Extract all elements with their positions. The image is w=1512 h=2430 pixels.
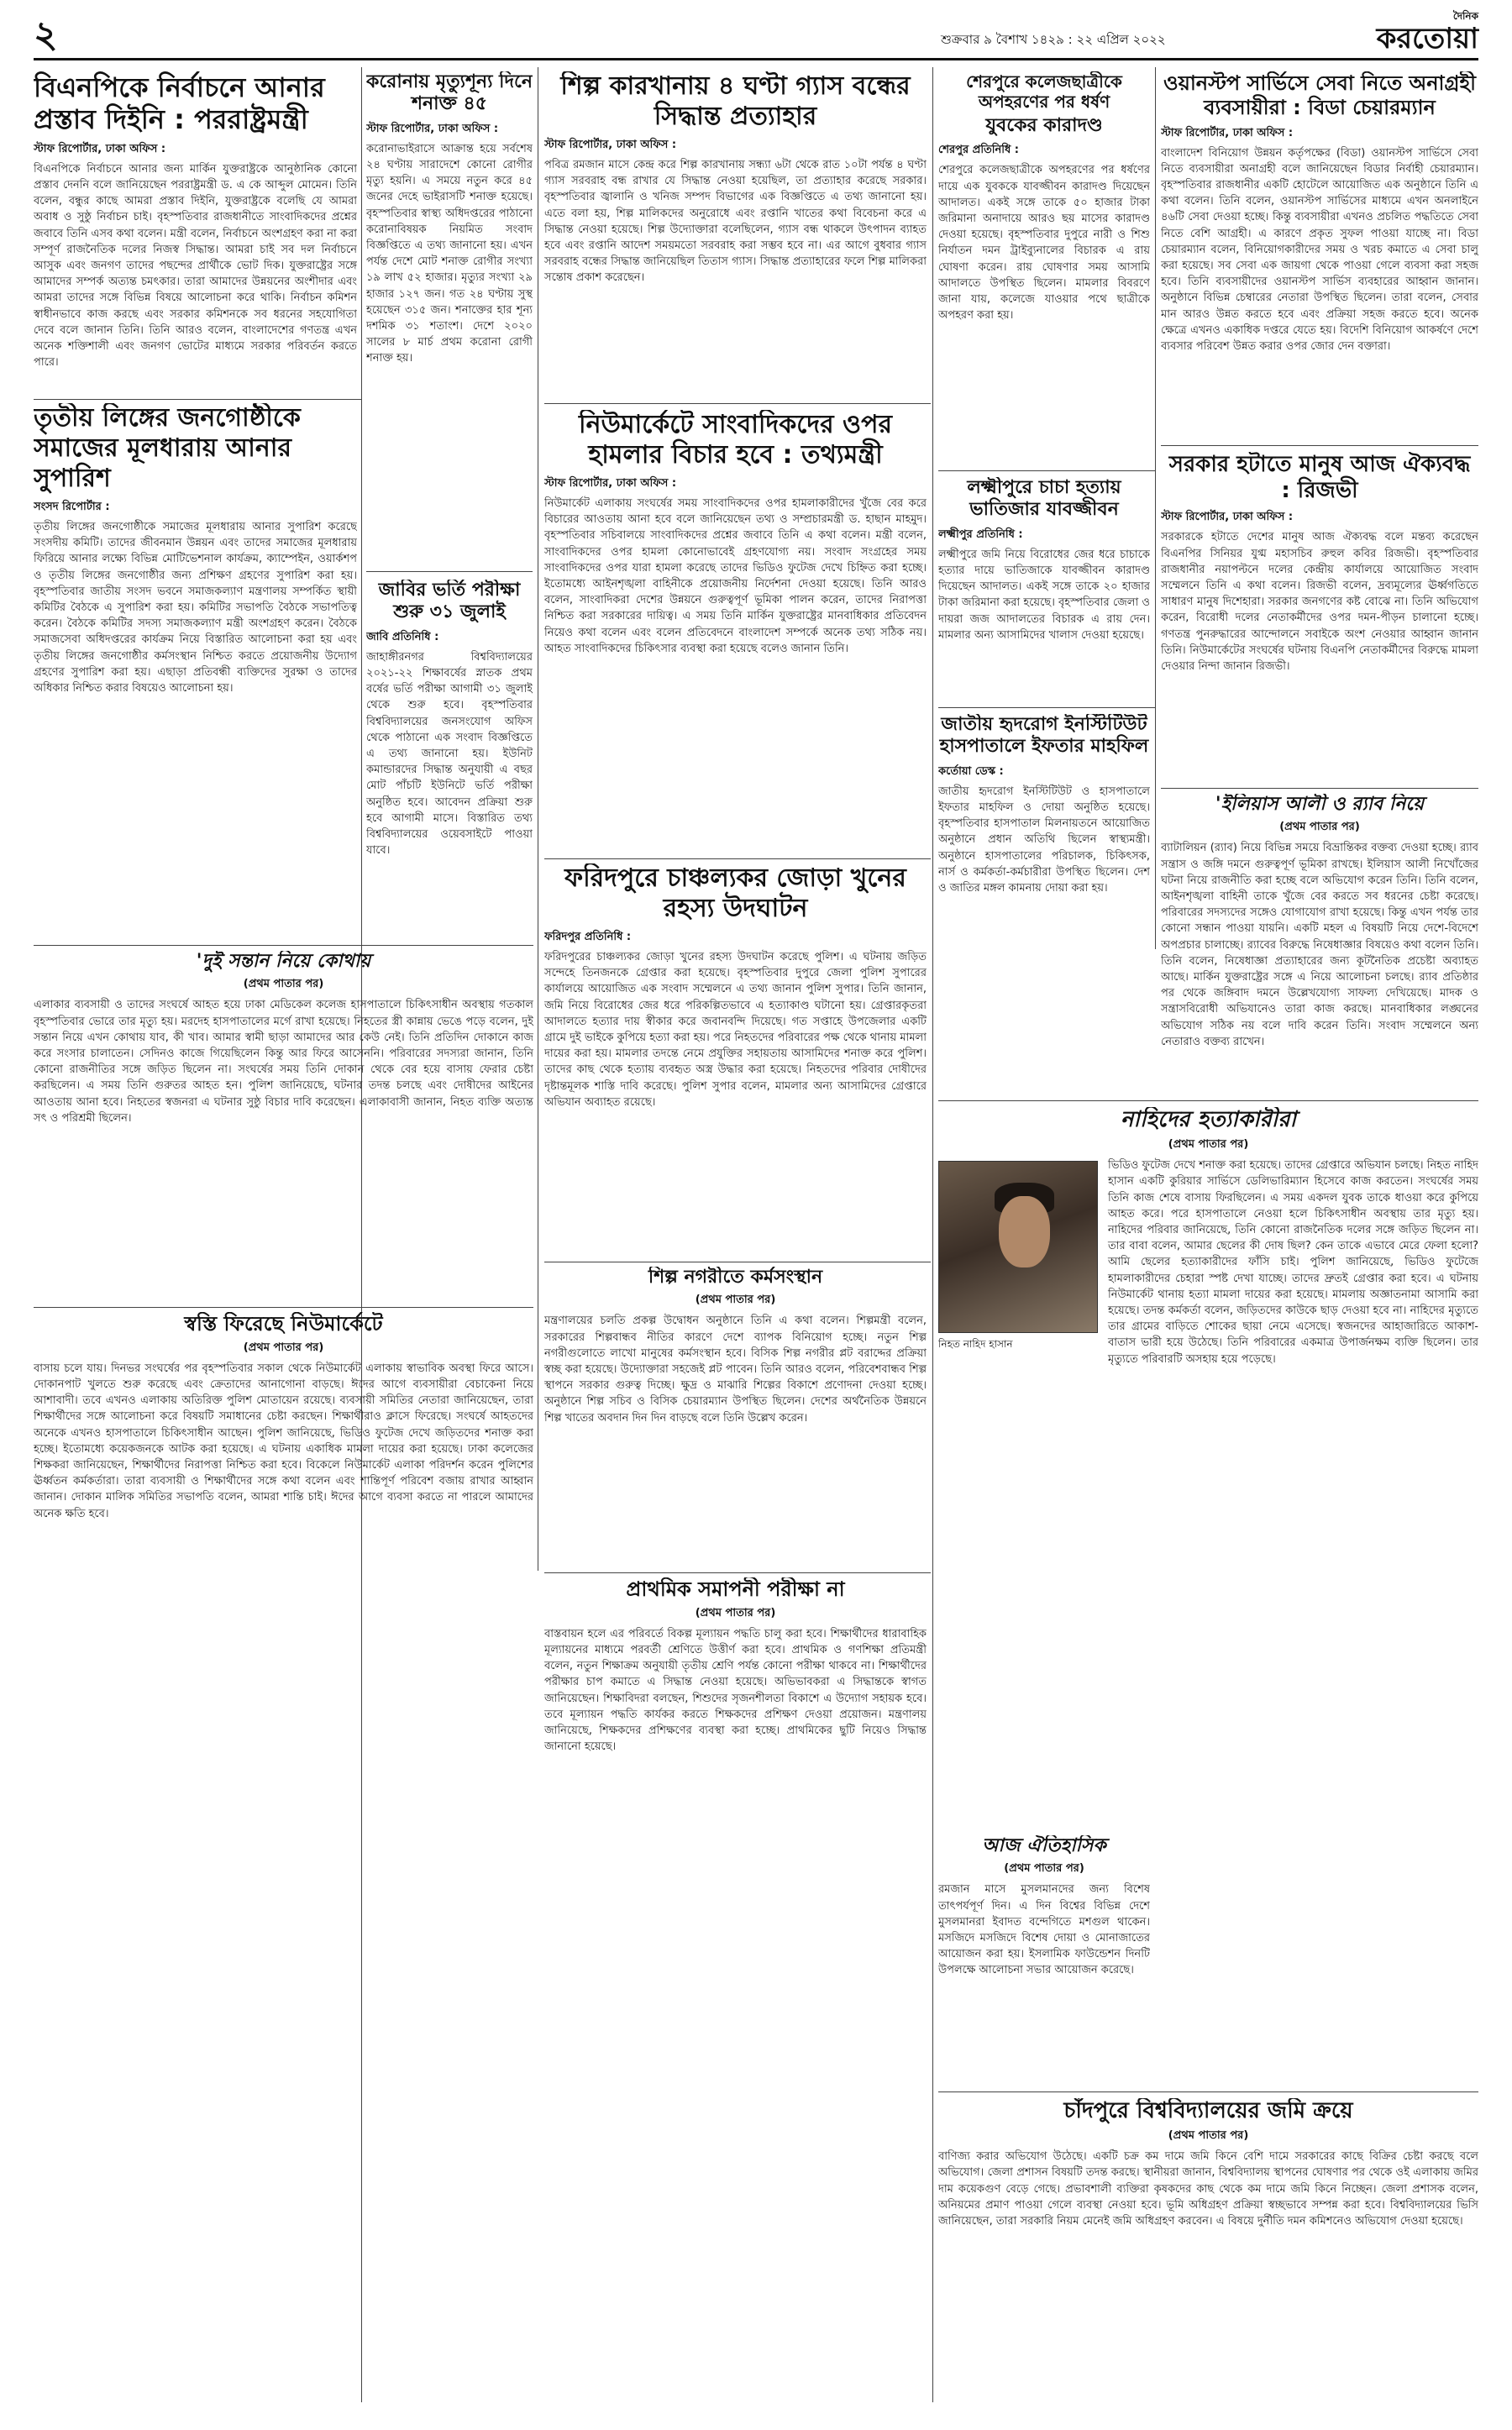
continued-label: (প্রথম পাতার পর) xyxy=(243,1341,324,1354)
article-body: জাহাঙ্গীরনগর বিশ্ববিদ্যালয়ের ২০২১-২২ শিক্ষাবর্ষের স্নাতক প্রথম বর্ষের ভর্তি পরীক্ষা আগামী ৩১ জুলাই থেকে শুরু হবে। বৃহস্পতিবার বিশ্ববিদ্যালয়ের জনসংযোগ অফিস থেকে পাঠানো এক সংবাদ বিজ্ঞপ্তিতে এ তথ্য জানানো হয়। ইউনিট কমান্ডারদের সিদ্ধান্ত অনুযায়ী এ বছর মোট পাঁচটি ইউনিটে ভর্তি পরীক্ষা অনুষ্ঠিত হবে। আবেদন প্রক্রিয়া শুরু হবে আগামী মাসে। বিস্তারিত তথ্য বিশ্ববিদ্যালয়ের ওয়েবসাইটে পাওয়া যাবে। xyxy=(366,650,533,858)
article-body: ভিডিও ফুটেজ দেখে শনাক্ত করা হয়েছে। তাদের গ্রেপ্তারে অভিযান চলছে। নিহত নাহিদ হাসান একটি কুরিয়ার সার্ভিসে ডেলিভারিম্যান হিসেবে কাজ করতেন। সংঘর্ষের সময় তিনি কাজ শেষে বাসায় ফিরছিলেন। এ সময় একদল যুবক তাকে ধাওয়া করে কুপিয়ে আহত করে। পরে হাসপাতালে নেওয়া হলে চিকিৎসাধীন অবস্থায় তার মৃত্যু হয়। নাহিদের পরিবার জানিয়েছে, তিনি কোনো রাজনৈতিক দলের সঙ্গে জড়িত ছিলেন না। তার বাবা বলেন, আমার ছেলের কী দোষ ছিল? কেন তাকে এভাবে মেরে ফেলা হলো? আমি ছেলের হত্যাকারীদের ফাঁসি চাই। পুলিশ জানিয়েছে, ভিডিও ফুটেজে হামলাকারীদের চেহারা স্পষ্ট দেখা যাচ্ছে। তাদের দ্রুতই গ্রেপ্তার করা হবে। এ ঘটনায় নিউমার্কেট থানায় হত্যা মামলা দায়ের করা হয়েছে। মামলায় অজ্ঞাতনামা আসামি করা হয়েছে। তদন্ত কর্মকর্তা বলেন, জড়িতদের কাউকে ছাড় দেওয়া হবে না। নাহিদের মৃত্যুতে তার গ্রামের বাড়িতে শোকের ছায়া নেমে এসেছে। স্বজনদের আহাজারিতে আকাশ-বাতাস ভারী হয়ে উঠেছে। তিনি পরিবারের একমাত্র উপার্জনক্ষম ব্যক্তি ছিলেন। তার মৃত্যুতে পরিবারটি অসহায় হয়ে পড়েছে। xyxy=(1108,1159,1478,1366)
newspaper-masthead xyxy=(1336,10,1478,57)
continued-label: (প্রথম পাতার পর) xyxy=(1168,1138,1249,1152)
nahid-photo-frame xyxy=(938,1161,1098,1354)
headline: শিল্প নগরীতে কর্মসংস্থান xyxy=(648,1267,823,1288)
nahid-photo xyxy=(938,1161,1098,1333)
article-body: বাস্তবায়ন হলে এর পরিবর্তে বিকল্প মূল্যায়ন পদ্ধতি চালু করা হবে। শিক্ষার্থীদের ধারাবাহিক মূল্যায়নের মাধ্যমে পরবর্তী শ্রেণিতে উত্তীর্ণ করা হবে। প্রাথমিক ও গণশিক্ষা প্রতিমন্ত্রী বলেন, নতুন শিক্ষাক্রম অনুযায়ী তৃতীয় শ্রেণি পর্যন্ত কোনো পরীক্ষা থাকবে না। শিক্ষার্থীদের পরীক্ষার চাপ কমাতে এ সিদ্ধান্ত নেওয়া হয়েছে। অভিভাবকরা এ সিদ্ধান্তকে স্বাগত জানিয়েছেন। শিক্ষাবিদরা বলছেন, শিশুদের সৃজনশীলতা বিকাশে এ উদ্যোগ সহায়ক হবে। তবে মূল্যায়ন পদ্ধতি কার্যকর করতে শিক্ষকদের প্রশিক্ষণ দেওয়া প্রয়োজন। মন্ত্রণালয় জানিয়েছে, শিক্ষকদের প্রশিক্ষণের ব্যবস্থা করা হচ্ছে। প্রাথমিকের ছুটি নিয়েও সিদ্ধান্ত জানানো হয়েছে। xyxy=(544,1627,927,1754)
article-chandpur xyxy=(938,2098,1478,2409)
article-body: শেরপুরে কলেজছাত্রীকে অপহরণের পর ধর্ষণের দায়ে এক যুবককে যাবজ্জীবন কারাদণ্ড দিয়েছেন আদালত। একই সঙ্গে তাকে ৫০ হাজার টাকা জরিমানা অনাদায়ে আরও ছয় মাসের কারাদণ্ড দেওয়া হয়েছে। বৃহস্পতিবার দুপুরে নারী ও শিশু নির্যাতন দমন ট্রাইব্যুনালের বিচারক এ রায় ঘোষণা করেন। রায় ঘোষণার সময় আসামি আদালতে উপস্থিত ছিলেন। মামলার বিবরণে জানা যায়, কলেজে যাওয়ার পথে ছাত্রীকে অপহরণ করা হয়। xyxy=(938,164,1150,323)
subheadline: যুবকের কারাদণ্ড xyxy=(985,115,1103,136)
article-body: নিউমার্কেট এলাকায় সংঘর্ষের সময় সাংবাদিকদের ওপর হামলাকারীদের খুঁজে বের করে বিচারের আওতায় আনা হবে বলে জানিয়েছেন তথ্য ও সম্প্রচারমন্ত্রী ড. হাছান মাহমুদ। বৃহস্পতিবার সচিবালয়ে সাংবাদিকদের প্রশ্নের জবাবে তিনি এ কথা বলেন। মন্ত্রী বলেন, সাংবাদিকদের ওপর হামলা কোনোভাবেই গ্রহণযোগ্য নয়। সংবাদ সংগ্রহের সময় সাংবাদিকদের ওপর যারা হামলা করেছে তাদের ভিডিও ফুটেজ দেখে চিহ্নিত করা হচ্ছে। ইতোমধ্যে আইনশৃঙ্খলা বাহিনীকে প্রয়োজনীয় নির্দেশনা দেওয়া হয়েছে। তিনি আরও বলেন, সাংবাদিকরা দেশের উন্নয়নে গুরুত্বপূর্ণ ভূমিকা পালন করেন, তাদের নিরাপত্তা নিশ্চিত করা সরকারের দায়িত্ব। এ সময় তিনি মার্কিন যুক্তরাষ্ট্রের মানবাধিকার প্রতিবেদন নিয়েও কথা বলেন এবং বলেন প্রতিবেদনে বাংলাদেশ সম্পর্কে অনেক তথ্য সঠিক নয়। আহত সাংবাদিকদের চিকিৎসার ব্যবস্থা করা হয়েছে বলেও জানান তিনি। xyxy=(544,497,927,655)
headline: নিউমার্কেটে সাংবাদিকদের ওপর হামলার বিচার হবে : তথ্যমন্ত্রী xyxy=(579,410,892,470)
article-faridpur-murder xyxy=(544,863,927,1258)
article-body: পবিত্র রমজান মাসে কেন্দ্র করে শিল্প কারখানায় সন্ধ্যা ৬টা থেকে রাত ১০টা পর্যন্ত ৪ ঘণ্টা গ্যাস সরবরাহ বন্ধ রাখার যে সিদ্ধান্ত নেওয়া হয়েছিল, তা প্রত্যাহার করেছে সরকার। বৃহস্পতিবার জ্বালানি ও খনিজ সম্পদ বিভাগের এক বিজ্ঞপ্তিতে এ তথ্য জানানো হয়। এতে বলা হয়, শিল্প মালিকদের অনুরোধে এবং রপ্তানি খাতের কথা বিবেচনা করে এ সিদ্ধান্ত নেওয়া হয়েছে। শিল্প উদ্যোক্তারা বলেছিলেন, গ্যাস বন্ধ থাকলে উৎপাদন ব্যাহত হবে এবং রপ্তানি আদেশ সময়মতো সরবরাহ করা সম্ভব হবে না। এর আগে বুধবার গ্যাস সরবরাহ বন্ধের সিদ্ধান্ত জানিয়েছিল তিতাস গ্যাস। সিদ্ধান্ত প্রত্যাহারের ফলে শিল্প মালিকরা সন্তোষ প্রকাশ করেছেন। xyxy=(544,159,927,285)
headline: শেরপুরে কলেজছাত্রীকে অপহরণের পর ধর্ষণ xyxy=(966,71,1122,112)
headline: ফরিদপুরে চাঞ্চল্যকর জোড়া খুনের রহস্য উদঘাটন xyxy=(564,863,906,923)
continued-label: (প্রথম পাতার পর) xyxy=(1168,2129,1249,2143)
masthead-tagline: দৈনিক xyxy=(1452,10,1478,22)
article-third-gender xyxy=(34,403,357,941)
article-body: ব্যাটালিয়ন (র‌্যাব) নিয়ে বিভিন্ন সময়ে বিভ্রান্তিকর বক্তব্য দেওয়া হচ্ছে। র‌্যাব সন্ত্রাস ও জঙ্গি দমনে গুরুত্বপূর্ণ ভূমিকা রাখছে। ইলিয়াস আলী নিখোঁজের ঘটনা নিয়ে রাজনীতি করা হচ্ছে বলে অভিযোগ করেন তিনি। তিনি বলেন, আইনশৃঙ্খলা বাহিনী তাকে খুঁজে বের করতে সব ধরনের চেষ্টা করেছে। পরিবারের সদস্যদের সঙ্গেও যোগাযোগ রাখা হয়েছে। কিন্তু এখন পর্যন্ত তার কোনো সন্ধান পাওয়া যায়নি। একটি মহল এ বিষয়টি নিয়ে দেশে-বিদেশে অপপ্রচার চালাচ্ছে। র‌্যাবের বিরুদ্ধে নিষেধাজ্ঞার বিষয়েও কথা বলেন তিনি। তিনি বলেন, নিষেধাজ্ঞা প্রত্যাহারের জন্য কূটনৈতিক প্রচেষ্টা অব্যাহত আছে। মার্কিন যুক্তরাষ্ট্রের সঙ্গে এ নিয়ে আলোচনা চলছে। র‌্যাব প্রতিষ্ঠার পর থেকে জঙ্গিবাদ দমনে উল্লেখযোগ্য সাফল্য দেখিয়েছে। মাদক ও সন্ত্রাসবিরোধী অভিযানেও তারা কাজ করছে। মানবাধিকার লঙ্ঘনের অভিযোগ সঠিক নয় বলে দাবি করেন তিনি। সংবাদ সম্মেলনে অন্য নেতারাও বক্তব্য রাখেন। xyxy=(1161,842,1478,1048)
article-ilias-ali xyxy=(1161,794,1478,1096)
headline: প্রাথমিক সমাপনী পরীক্ষা না xyxy=(626,1577,845,1601)
article-employment xyxy=(544,1267,927,1569)
headline: চাঁদপুরে বিশ্ববিদ্যালয়ের জমি ক্রয়ে xyxy=(1063,2098,1353,2123)
page-number: ২ xyxy=(34,13,58,56)
headline: বিএনপিকে নির্বাচনে আনার প্রস্তাব দিইনি : পররাষ্ট্রমন্ত্রী xyxy=(34,71,325,136)
headline: করোনায় মৃত্যুশূন্য দিনে শনাক্ত ৪৫ xyxy=(366,71,533,115)
headline: আজ ঐতিহাসিক xyxy=(982,1835,1106,1856)
headline: শিল্প কারখানায় ৪ ঘণ্টা গ্যাস বন্ধের সিদ্ধান্ত প্রত্যাহার xyxy=(560,71,911,131)
byline: স্টাফ রিপোর্টার, ঢাকা অফিস : xyxy=(366,122,499,135)
article-lakshmipur xyxy=(938,477,1150,704)
article-body: লক্ষ্মীপুরে জমি নিয়ে বিরোধের জের ধরে চাচাকে হত্যার দায়ে ভাতিজাকে যাবজ্জীবন কারাদণ্ড দিয়েছেন আদালত। একই সঙ্গে তাকে ২০ হাজার টাকা জরিমানা করা হয়েছে। বৃহস্পতিবার জেলা ও দায়রা জজ আদালতের বিচারক এ রায় দেন। মামলার অন্য আসামিদের খালাস দেওয়া হয়েছে। xyxy=(938,548,1150,642)
photo-caption: নিহত নাহিদ হাসান xyxy=(938,1338,1013,1351)
continued-label: (প্রথম পাতার পর) xyxy=(243,978,324,991)
headline: 'ইলিয়াস আলী ও র‌্যাব নিয়ে xyxy=(1215,794,1425,815)
article-body: রমজান মাসে মুসলমানদের জন্য বিশেষ তাৎপর্যপূর্ণ দিন। এ দিন বিশ্বের বিভিন্ন দেশে মুসলমানরা ইবাদত বন্দেগিতে মশগুল থাকেন। মসজিদে মসজিদে বিশেষ দোয়া ও মোনাজাতের আয়োজন করা হয়। ইসলামিক ফাউন্ডেশন দিনটি উপলক্ষে আলোচনা সভার আয়োজন করেছে। xyxy=(938,1883,1150,1977)
continued-label: (প্রথম পাতার পর) xyxy=(695,1294,776,1307)
continued-label: (প্রথম পাতার পর) xyxy=(1004,1862,1084,1876)
article-body: ফরিদপুরের চাঞ্চল্যকর জোড়া খুনের রহস্য উদঘাটন করেছে পুলিশ। এ ঘটনায় জড়িত সন্দেহে তিনজনকে গ্রেপ্তার করা হয়েছে। বৃহস্পতিবার দুপুরে জেলা পুলিশ সুপারের কার্যালয়ে আয়োজিত এক সংবাদ সম্মেলনে এ তথ্য জানান পুলিশ সুপার। তিনি জানান, জমি নিয়ে বিরোধের জের ধরে পরিকল্পিতভাবে এ হত্যাকাণ্ড ঘটানো হয়। গ্রেপ্তারকৃতরা আদালতে হত্যার দায় স্বীকার করে জবানবন্দি দিয়েছে। গত সপ্তাহে উপজেলার একটি গ্রামে দুই ভাইকে কুপিয়ে হত্যা করা হয়। পরে নিহতদের পরিবারের পক্ষ থেকে থানায় মামলা দায়ের করা হয়। মামলার তদন্তে নেমে প্রযুক্তির সহায়তায় আসামিদের শনাক্ত করে পুলিশ। তাদের কাছ থেকে হত্যায় ব্যবহৃত অস্ত্র উদ্ধার করা হয়েছে। নিহতদের পরিবার দোষীদের দৃষ্টান্তমূলক শাস্তি দাবি করেছে। পুলিশ সুপার বলেন, মামলার অন্য আসামিদের গ্রেপ্তারে অভিযান অব্যাহত রয়েছে। xyxy=(544,951,927,1109)
article-one-stop xyxy=(1161,71,1478,441)
headline: 'দুই সন্তান নিয়ে কোথায় xyxy=(196,951,371,972)
headline: জাতীয় হৃদরোগ ইনস্টিটিউট হাসপাতালে ইফতার মাহফিল xyxy=(939,714,1149,758)
article-primary-exam xyxy=(544,1577,927,2405)
article-gas-closure xyxy=(544,71,927,399)
article-rizvi xyxy=(1161,452,1478,784)
article-body: তৃতীয় লিঙ্গের জনগোষ্ঠীকে সমাজের মূলধারায় আনার সুপারিশ করেছে সংসদীয় কমিটি। তাদের জীবনমান উন্নয়ন এবং তাদের সমাজের মূলধারায় ফিরিয়ে আনার লক্ষ্যে বিভিন্ন মোটিভেশনাল কার্যক্রম, ক্যাম্পেইন, ওয়ার্কশপ ও তৃতীয় লিঙ্গের জনগোষ্ঠীর জন্য প্রশিক্ষণ গ্রহণের সুপারিশ করা হয়। বৃহস্পতিবার জাতীয় সংসদ ভবনে সমাজকল্যাণ মন্ত্রণালয় সম্পর্কিত স্থায়ী কমিটির বৈঠকে এ সুপারিশ করা হয়। কমিটির সভাপতি বৈঠকে সভাপতিত্ব করেন। বৈঠকে কমিটির সদস্য সমাজকল্যাণ মন্ত্রী অংশগ্রহণ করেন। বৈঠকে সমাজসেবা অধিদপ্তরের কার্যক্রম নিয়ে বিস্তারিত আলোচনা করা হয় এবং তৃতীয় লিঙ্গের জনগোষ্ঠীর কর্মসংস্থান নিশ্চিত করতে প্রয়োজনীয় উদ্যোগ গ্রহণের সুপারিশ করা হয়। এছাড়া প্রতিবন্ধী ব্যক্তিদের সুরক্ষা ও তাদের অধিকার নিশ্চিত করার বিষয়েও আলোচনা হয়। xyxy=(34,521,357,695)
headline: নাহিদের হত্যাকারীরা xyxy=(1120,1107,1297,1132)
continued-label: (প্রথম পাতার পর) xyxy=(695,1606,776,1619)
headline: জাবির ভর্তি পরীক্ষা শুরু ৩১ জুলাই xyxy=(378,580,521,623)
article-journalist-attack xyxy=(544,410,927,855)
headline: স্বস্তি ফিরেছে নিউমার্কেটে xyxy=(184,1312,383,1336)
byline: স্টাফ রিপোর্টার, ঢাকা অফিস : xyxy=(1161,511,1294,524)
byline: স্টাফ রিপোর্টার, ঢাকা অফিস : xyxy=(34,142,166,155)
byline: ফরিদপুর প্রতিনিধি : xyxy=(544,931,632,943)
article-body: মন্ত্রণালয়ের চলতি প্রকল্প উদ্বোধন অনুষ্ঠানে তিনি এ কথা বলেন। শিল্পমন্ত্রী বলেন, সরকারের শিল্পবান্ধব নীতির কারণে দেশে ব্যাপক বিনিয়োগ হচ্ছে। নতুন শিল্প নগরীগুলোতে লাখো মানুষের কর্মসংস্থান হবে। বিসিক শিল্প নগরীর প্লট বরাদ্দের প্রক্রিয়া স্বচ্ছ করা হয়েছে। উদ্যোক্তারা সহজেই প্লট পাবেন। তিনি আরও বলেন, পরিবেশবান্ধব শিল্প স্থাপনে সরকার গুরুত্ব দিচ্ছে। ক্ষুদ্র ও মাঝারি শিল্পের বিকাশে প্রণোদনা দেওয়া হচ্ছে। অনুষ্ঠানে শিল্প সচিব ও বিসিক চেয়ারম্যান উপস্থিত ছিলেন। দেশের অর্থনৈতিক উন্নয়নে শিল্প খাতের অবদান দিন দিন বাড়ছে বলে তিনি উল্লেখ করেন। xyxy=(544,1315,927,1425)
byline: স্টাফ রিপোর্টার, ঢাকা অফিস : xyxy=(544,477,677,490)
byline: স্টাফ রিপোর্টার, ঢাকা অফিস : xyxy=(1161,126,1294,139)
byline: সংসদ রিপোর্টার : xyxy=(34,501,110,513)
article-heart-institute xyxy=(938,714,1150,1084)
article-new-market xyxy=(34,1312,533,2404)
byline: শেরপুর প্রতিনিধি : xyxy=(938,144,1020,157)
headline: সরকার হটাতে মানুষ আজ ঐক্যবদ্ধ : রিজভী xyxy=(1168,452,1471,504)
page-header xyxy=(34,10,1478,60)
article-body: এলাকার ব্যবসায়ী ও তাদের সংঘর্ষে আহত হয়ে ঢাকা মেডিকেল কলেজ হাসপাতালে চিকিৎসাধীন অবস্থায় গতকাল বৃহস্পতিবার ভোরে তার মৃত্যু হয়। মরদেহ হাসপাতালের মর্গে রাখা হয়েছে। নিহতের স্ত্রী কান্নায় ভেঙে পড়ে বলেন, দুই সন্তান নিয়ে এখন কোথায় যাব, কী খাব। আমার স্বামী ছাড়া আমাদের আর কেউ নেই। তিনি প্রতিদিন দোকানে কাজ করে সংসার চালাতেন। সেদিনও কাজে গিয়েছিলেন কিন্তু আর ফিরে আসেননি। পরিবারের সদস্যরা জানান, তিনি কোনো রাজনীতির সঙ্গে জড়িত ছিলেন না। সংঘর্ষের সময় তিনি দোকান থেকে বের হয়ে বাসায় ফেরার চেষ্টা করছিলেন। এ সময় তিনি গুরুতর আহত হন। পুলিশ জানিয়েছে, ঘটনার তদন্ত চলছে এবং দোষীদের আইনের আওতায় আনা হবে। নিহতের স্বজনরা এ ঘটনার সুষ্ঠু বিচার দাবি করেছেন। এলাকাবাসী জানান, নিহত ব্যক্তি অত্যন্ত সৎ ও পরিশ্রমী ছিলেন। xyxy=(34,999,533,1125)
article-sherpur xyxy=(938,71,1150,466)
article-corona xyxy=(366,71,533,567)
headline: তৃতীয় লিঙ্গের জনগোষ্ঠীকে সমাজের মূলধারায় আনার সুপারিশ xyxy=(34,403,301,493)
article-body: বিএনপিকে নির্বাচনে আনার জন্য মার্কিন যুক্তরাষ্ট্রকে আনুষ্ঠানিক কোনো প্রস্তাব দেননি বলে জানিয়েছেন পররাষ্ট্রমন্ত্রী ড. এ কে আব্দুল মোমেন। তিনি বলেন, বন্ধুর কাছে আমরা প্রস্তাব দিইনি, যুক্তরাষ্ট্রকে বলেছি যে আমরা অবাধ ও সুষ্ঠু নির্বাচন চাই। বৃহস্পতিবার রাজধানীতে সাংবাদিকদের প্রশ্নের জবাবে তিনি এসব কথা বলেন। মন্ত্রী বলেন, নির্বাচনে অংশগ্রহণ করা না করা সম্পূর্ণ রাজনৈতিক দলের নিজস্ব সিদ্ধান্ত। আমরা চাই সব দল নির্বাচনে আসুক এবং জনগণ তাদের পছন্দের প্রার্থীকে ভোট দিক। যুক্তরাষ্ট্রের সঙ্গে আমাদের সম্পর্ক অত্যন্ত চমৎকার। তারা আমাদের উন্নয়নের অংশীদার এবং আমরা তাদের সঙ্গে বিভিন্ন বিষয়ে আলোচনা করে থাকি। নির্বাচন কমিশন স্বাধীনভাবে কাজ করছে এবং সরকার কমিশনকে সব ধরনের সহযোগিতা দেবে বলে জানান তিনি। তিনি আরও বলেন, বাংলাদেশের গণতন্ত্র এখন অনেক শক্তিশালী এবং জনগণ ভোটের মাধ্যমে সরকার পরিবর্তন করতে পারে। xyxy=(34,162,357,370)
article-body: বাসায় চলে যায়। দিনভর সংঘর্ষের পর বৃহস্পতিবার সকাল থেকে নিউমার্কেট এলাকায় স্বাভাবিক অবস্থা ফিরে আসে। দোকানপাট খুলতে শুরু করেছে এবং ক্রেতাদের আনাগোনা বাড়ছে। ঈদের আগে ব্যবসায়ীরা বেচাকেনা নিয়ে আশাবাদী। তবে এখনও এলাকায় অতিরিক্ত পুলিশ মোতায়েন রয়েছে। ব্যবসায়ী সমিতির নেতারা জানিয়েছেন, তারা শিক্ষার্থীদের সঙ্গে আলোচনা করে বিষয়টি সমাধানের চেষ্টা করছেন। শিক্ষার্থীরাও ক্লাসে ফিরেছে। সংঘর্ষে আহতদের অনেকে এখনও হাসপাতালে চিকিৎসাধীন আছেন। পুলিশ জানিয়েছে, ভিডিও ফুটেজ দেখে জড়িতদের শনাক্ত করা হচ্ছে। ইতোমধ্যে কয়েকজনকে আটক করা হয়েছে। এ ঘটনায় একাধিক মামলা দায়ের করা হয়েছে। ঢাকা কলেজের শিক্ষকরা জানিয়েছেন, শিক্ষার্থীদের নিরাপত্তা নিশ্চিত করা হবে। বিকেলে নিউমার্কেট এলাকা পরিদর্শন করেন পুলিশের ঊর্ধ্বতন কর্মকর্তারা। তারা ব্যবসায়ী ও শিক্ষার্থীদের সঙ্গে কথা বলেন এবং শান্তিপূর্ণ পরিবেশ বজায় রাখার আহ্বান জানান। দোকান মালিক সমিতির সভাপতি বলেন, আমরা শান্তি চাই। ঈদের আগে ব্যবসা করতে না পারলে আমাদের অনেক ক্ষতি হবে। xyxy=(34,1362,533,1520)
byline: কর্তোয়া ডেস্ক : xyxy=(938,764,1004,778)
article-university-admission xyxy=(366,580,533,941)
continued-label: (প্রথম পাতার পর) xyxy=(1279,821,1360,834)
article-nahid-killers xyxy=(938,1107,1478,1829)
article-body: করোনাভাইরাসে আক্রান্ত হয়ে সর্বশেষ ২৪ ঘণ্টায় সারাদেশে কোনো রোগীর মৃত্যু হয়নি। এ সময়ে নতুন করে ৪৫ জনের দেহে ভাইরাসটি শনাক্ত হয়েছে। বৃহস্পতিবার স্বাস্থ্য অধিদপ্তরের পাঠানো করোনাবিষয়ক নিয়মিত সংবাদ বিজ্ঞপ্তিতে এ তথ্য জানানো হয়। এখন পর্যন্ত দেশে মোট শনাক্ত রোগীর সংখ্যা ১৯ লাখ ৫২ হাজার। মৃত্যুর সংখ্যা ২৯ হাজার ১২৭ জন। গত ২৪ ঘণ্টায় সুস্থ হয়েছেন ৩১৫ জন। শনাক্তের হার শূন্য দশমিক ৩১ শতাংশ। দেশে ২০২০ সালের ৮ মার্চ প্রথম করোনা রোগী শনাক্ত হয়। xyxy=(366,142,533,365)
article-aaj-oitihasik xyxy=(938,1835,1150,2087)
article-two-children xyxy=(34,951,533,1304)
byline: লক্ষ্মীপুর প্রতিনিধি : xyxy=(938,527,1023,541)
byline: জাবি প্রতিনিধি : xyxy=(366,630,439,643)
article-bnp-election xyxy=(34,71,357,395)
byline: স্টাফ রিপোর্টার, ঢাকা অফিস : xyxy=(544,139,677,151)
article-body: সরকারকে হটাতে দেশের মানুষ আজ ঐক্যবদ্ধ বলে মন্তব্য করেছেন বিএনপির সিনিয়র যুগ্ম মহাসচিব রুহুল কবির রিজভী। বৃহস্পতিবার রাজধানীর নয়াপল্টনে দলের কেন্দ্রীয় কার্যালয়ে আয়োজিত সংবাদ সম্মেলনে তিনি এ কথা বলেন। রিজভী বলেন, দ্রব্যমূল্যের ঊর্ধ্বগতিতে সাধারণ মানুষ দিশেহারা। সরকার জনগণের কষ্ট বোঝে না। তিনি অভিযোগ করেন, বিরোধী দলের নেতাকর্মীদের ওপর দমন-পীড়ন চালানো হচ্ছে। গণতন্ত্র পুনরুদ্ধারের আন্দোলনে সবাইকে অংশ নেওয়ার আহ্বান জানান তিনি। নিউমার্কেটের সংঘর্ষের ঘটনায় বিএনপি নেতাকর্মীদের বিরুদ্ধে মামলা দেওয়ার নিন্দা জানান রিজভী। xyxy=(1161,531,1478,673)
article-body: বাংলাদেশ বিনিয়োগ উন্নয়ন কর্তৃপক্ষের (বিডা) ওয়ানস্টপ সার্ভিসে সেবা নিতে ব্যবসায়ীরা অনাগ্রহী বলে জানিয়েছেন বিডার নির্বাহী চেয়ারম্যান। বৃহস্পতিবার রাজধানীর একটি হোটেলে আয়োজিত এক অনুষ্ঠানে তিনি এ কথা বলেন। তিনি বলেন, ওয়ানস্টপ সার্ভিসের মাধ্যমে এখন অনলাইনে ৪৬টি সেবা দেওয়া হচ্ছে। কিন্তু ব্যবসায়ীরা এখনও প্রচলিত পদ্ধতিতে সেবা নিতে বেশি আগ্রহী। এ কারণে প্রকৃত সুফল পাওয়া যাচ্ছে না। বিডা চেয়ারম্যান বলেন, বিনিয়োগকারীদের সময় ও খরচ কমাতে এ সেবা চালু করা হয়েছে। সব সেবা এক জায়গা থেকে পাওয়া গেলে ব্যবসা করা সহজ হবে। তিনি ব্যবসায়ীদের ওয়ানস্টপ সার্ভিস ব্যবহারের আহ্বান জানান। অনুষ্ঠানে বিভিন্ন চেম্বারের নেতারা উপস্থিত ছিলেন। তারা বলেন, সেবার মান আরও উন্নত করতে হবে এবং প্রক্রিয়া সহজ করতে হবে। অনেক ক্ষেত্রে এখনও একাধিক দপ্তরে যেতে হয়। বিদেশি বিনিয়োগ আকর্ষণে দেশে ব্যবসার পরিবেশ উন্নত করার ওপর জোর দেন বক্তারা। xyxy=(1161,146,1478,354)
issue-date: শুক্রবার ৯ বৈশাখ ১৪২৯ : ২২ এপ্রিল ২০২২ xyxy=(941,32,1166,47)
headline: লক্ষ্মীপুরে চাচা হত্যায় ভাতিজার যাবজ্জীবন xyxy=(967,477,1121,521)
article-body: জাতীয় হৃদরোগ ইনস্টিটিউট ও হাসপাতালে ইফতার মাহফিল ও দোয়া অনুষ্ঠিত হয়েছে। বৃহস্পতিবার হাসপাতাল মিলনায়তনে আয়োজিত অনুষ্ঠানে প্রধান অতিথি ছিলেন স্বাস্থ্যমন্ত্রী। অনুষ্ঠানে হাসপাতালের পরিচালক, চিকিৎসক, নার্স ও কর্মকর্তা-কর্মচারীরা উপস্থিত ছিলেন। দেশ ও জাতির মঙ্গল কামনায় দোয়া করা হয়। xyxy=(938,785,1150,895)
article-body: বাণিজ্য করার অভিযোগ উঠেছে। একটি চক্র কম দামে জমি কিনে বেশি দামে সরকারের কাছে বিক্রির চেষ্টা করছে বলে অভিযোগ। জেলা প্রশাসন বিষয়টি তদন্ত করছে। স্থানীয়রা জানান, বিশ্ববিদ্যালয় স্থাপনের ঘোষণার পর থেকে ওই এলাকায় জমির দাম কয়েকগুণ বেড়ে গেছে। প্রভাবশালী ব্যক্তিরা কৃষকদের কাছ থেকে কম দামে জমি কিনে নিচ্ছেন। জেলা প্রশাসক বলেন, অনিয়মের প্রমাণ পাওয়া গেলে ব্যবস্থা নেওয়া হবে। ভূমি অধিগ্রহণ প্রক্রিয়া স্বচ্ছভাবে সম্পন্ন করা হবে। বিশ্ববিদ্যালয়ের ভিসি জানিয়েছেন, তারা সরকারি নিয়ম মেনেই জমি অধিগ্রহণ করবেন। এ বিষয়ে দুর্নীতি দমন কমিশনেও অভিযোগ দেওয়া হয়েছে। xyxy=(938,2150,1478,2228)
masthead-name: করতোয়া xyxy=(1376,22,1478,55)
headline: ওয়ানস্টপ সার্ভিসে সেবা নিতে অনাগ্রহী ব্যবসায়ীরা : বিডা চেয়ারম্যান xyxy=(1163,71,1476,119)
